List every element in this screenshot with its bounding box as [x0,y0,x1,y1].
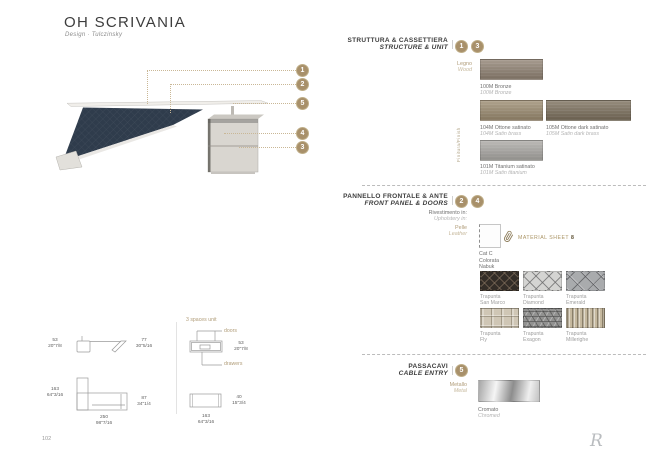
material-label-legno: Legno [457,61,472,67]
material-label-metallo: Metallo [449,382,467,388]
swatch-label: 105M Ottone dark satinato [546,125,609,131]
drawers-label: drawers [224,361,243,367]
callout-leader [170,84,171,113]
page-number: 102 [42,436,52,442]
drawings-divider [176,322,177,414]
callout-leader [147,70,148,104]
callout-badge-3: 3 [296,141,309,154]
callout-leader [170,84,296,85]
section-cable-entry-title-en: CABLE ENTRY [398,370,448,378]
chrome-swatch [478,380,540,402]
callout-leader [224,133,296,134]
swatch-label: 100M Bronze [480,84,512,90]
dim-unit-depth: 40 15"3/4 [232,395,246,406]
dim-desk-top-height: 77 30"5/16 [135,338,153,349]
page-title: OH SCRIVANIA [64,14,187,31]
swatch-label: Cromato [478,407,499,413]
section-cable-entry-title [320,363,448,378]
quilt-swatch-emerald [566,271,605,291]
swatch-label: 101M Titanium satinato [480,164,535,170]
quilt-label: Trapunta [480,293,501,300]
quilt-label: Trapunta [523,293,544,300]
material-label-metal: Metal [453,388,467,394]
dim-unit-width: 163 64"3/16 [197,414,215,425]
front-panel-badge-2: 2 [455,195,468,208]
swatch-label: 104M Ottone satinato [480,125,531,131]
upholstery-label-it: Rivestimento in: [428,210,467,216]
wood-swatch-101m [480,140,543,161]
section-front-panel-title-en: FRONT PANEL & DOORS [364,200,448,208]
quilt-label: Millerighe [566,336,589,343]
callout-badge-5: 5 [296,97,309,110]
material-sheet-number[interactable]: 8 [570,235,575,241]
doors-label: doors [224,328,237,334]
swatch-label-en: 104M Satin brass [480,131,522,137]
divider-bar [452,196,453,205]
quilt-label: Trapunta [566,293,587,300]
quilt-label: San Marco [480,299,506,306]
upholstery-label-en: Upholstery in: [434,216,467,222]
unit-title: 3 spaces unit [186,317,217,323]
quilt-swatch-fly [480,308,519,328]
section-front-panel-title-it: PANNELLO FRONTALE & ANTE [343,193,448,200]
drawing-side-view [72,333,136,355]
callout-badge-4: 4 [296,127,309,140]
brand-logo: R [590,431,603,451]
wood-swatch-105m [546,100,631,121]
dim-unit-height: 53 20"7/8 [234,341,248,352]
finish-vertical-label: Finitura/Finish [457,127,462,162]
cable-entry-badge-5: 5 [455,364,468,377]
swatch-label-en: Chromed [478,413,500,419]
quilt-swatch-exagon [523,308,562,328]
drawing-unit-plan [185,390,225,410]
material-label-pelle: Pelle [455,225,467,231]
quilt-label: Diamond [523,299,544,306]
divider-bar [452,366,453,375]
drawer-unit-base [211,172,255,174]
callout-leader [233,103,296,104]
section-divider [362,354,646,355]
material-label-leather: Leather [448,231,467,237]
swatch-label-en: 105M Satin dark brass [546,131,599,137]
quilt-label: Emerald [566,299,586,306]
callout-badge-2: 2 [296,78,309,91]
quilt-label: Exagon [523,336,541,343]
material-sheet-link[interactable] [518,235,574,241]
wood-swatch-104m [480,100,543,121]
quilt-swatch-diamond [523,271,562,291]
quilt-label: Trapunta [566,330,587,337]
section-structure-title-en: STRUCTURE & UNIT [379,44,448,52]
quilt-label: Trapunta [523,330,544,337]
quilt-label: Trapunta [480,330,501,337]
swatch-label-en: 100M Bronze [480,90,512,96]
swatch-label-en: 101M Satin titanium [480,170,527,176]
drawing-plan-view [72,376,132,412]
material-sheet-label[interactable]: MATERIAL SHEET [518,235,570,241]
section-structure-title [320,37,448,52]
callout-leader [239,147,296,148]
dim-desk-width: 250 98"7/16 [95,415,113,426]
callout-leader [147,70,296,71]
drawer-unit-front [208,119,258,172]
section-structure-title-it: STRUTTURA & CASSETTIERA [347,37,448,44]
category-line: Cat C [479,251,493,257]
structure-badge-3: 3 [471,40,484,53]
designer-credit: Design · Tulczinsky [65,32,123,38]
category-line: Nabuk [479,264,495,270]
structure-badge-1: 1 [455,40,468,53]
desk-illustration [25,62,315,187]
dim-desk-depth: 163 64"3/16 [46,387,64,398]
category-line: Colorata [479,257,500,264]
drawer-unit-shadow-band [208,119,258,123]
front-panel-badge-4: 4 [471,195,484,208]
section-divider [362,185,646,186]
drawer-unit-edge-trim [208,119,211,172]
dim-desk-height: 53 20"7/8 [48,338,62,349]
desk-leather-quilting [63,108,203,162]
dim-desk-return-width: 87 34"1/4 [137,396,151,407]
section-cable-entry-title-it: PASSACAVI [408,363,448,370]
divider-bar [452,40,453,49]
callout-badge-1: 1 [296,64,309,77]
wood-swatch-100m [480,59,543,80]
section-front-panel-title [320,193,448,208]
paperclip-icon [502,230,515,243]
quilt-label: Fly [480,336,487,343]
quilt-swatch-san-marco [480,271,519,291]
drawer-unit-top [208,115,264,120]
material-label-wood: Wood [457,67,472,73]
leather-cat-c-swatch [479,224,501,248]
quilt-swatch-millerighe [566,308,605,328]
